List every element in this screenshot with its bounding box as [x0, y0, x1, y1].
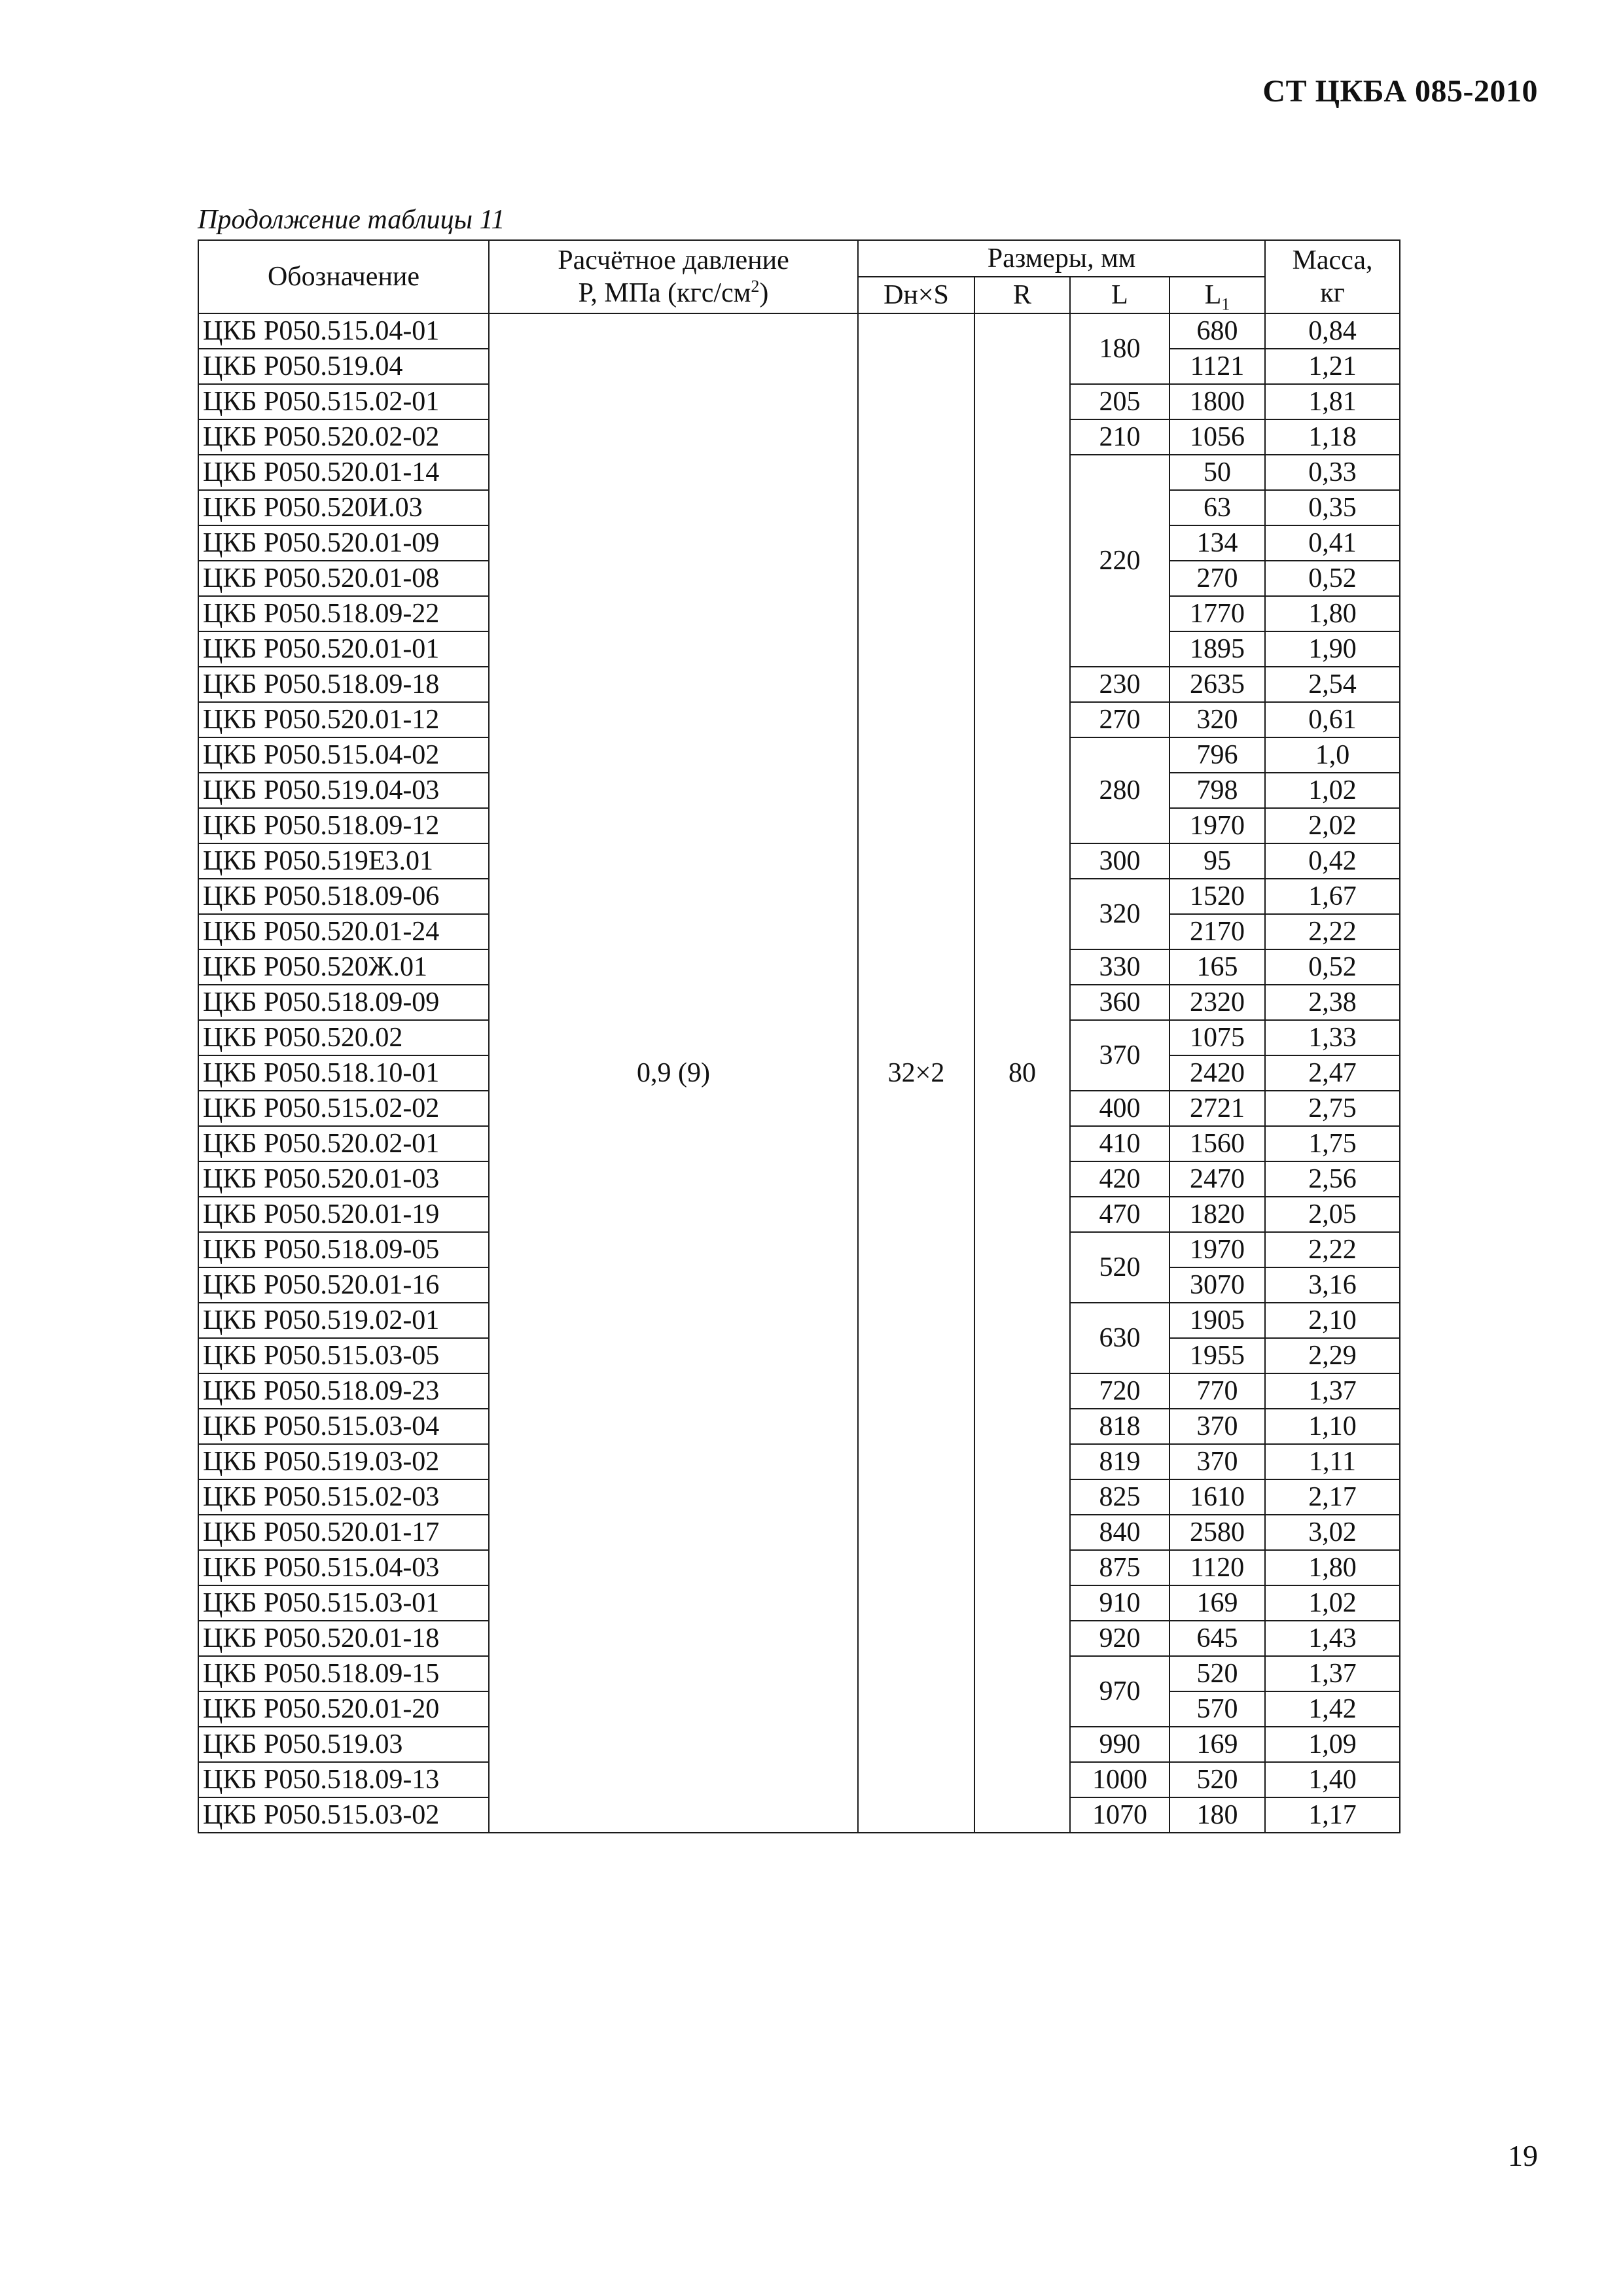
- l1-cell: 1610: [1169, 1479, 1265, 1515]
- designation-cell: ЦКБ Р050.520.02-01: [198, 1126, 489, 1161]
- l1-cell: 520: [1169, 1762, 1265, 1797]
- designation-cell: ЦКБ Р050.520.01-14: [198, 455, 489, 490]
- mass-cell: 2,29: [1265, 1338, 1400, 1373]
- l-cell: 875: [1070, 1550, 1169, 1585]
- designation-cell: ЦКБ Р050.518.09-09: [198, 985, 489, 1020]
- designation-cell: ЦКБ Р050.515.04-02: [198, 737, 489, 773]
- l-cell: 825: [1070, 1479, 1169, 1515]
- l1-cell: 645: [1169, 1621, 1265, 1656]
- l1-cell: 165: [1169, 949, 1265, 985]
- mass-cell: 0,42: [1265, 843, 1400, 879]
- l1-cell: 63: [1169, 490, 1265, 525]
- mass-cell: 1,75: [1265, 1126, 1400, 1161]
- mass-cell: 1,37: [1265, 1656, 1400, 1691]
- header-r: R: [974, 277, 1070, 313]
- mass-cell: 2,22: [1265, 914, 1400, 949]
- designation-cell: ЦКБ Р050.515.02-02: [198, 1091, 489, 1126]
- designation-cell: ЦКБ Р050.520И.03: [198, 490, 489, 525]
- table-row: [198, 313, 1400, 349]
- l-cell: 1070: [1070, 1797, 1169, 1833]
- dn-s-cell: 32×2: [858, 313, 974, 1833]
- l1-cell: 520: [1169, 1656, 1265, 1691]
- r-cell: 80: [974, 313, 1070, 1833]
- l-cell: 1000: [1070, 1762, 1169, 1797]
- designation-cell: ЦКБ Р050.519.03-02: [198, 1444, 489, 1479]
- mass-cell: 3,02: [1265, 1515, 1400, 1550]
- l1-cell: 570: [1169, 1691, 1265, 1727]
- l1-cell: 370: [1169, 1444, 1265, 1479]
- l-cell: 330: [1070, 949, 1169, 985]
- pressure-cell: 0,9 (9): [489, 313, 858, 1833]
- designation-cell: ЦКБ Р050.520.02-02: [198, 419, 489, 455]
- l-cell: 370: [1070, 1020, 1169, 1091]
- mass-cell: 1,90: [1265, 631, 1400, 667]
- l-cell: 840: [1070, 1515, 1169, 1550]
- l-cell: 819: [1070, 1444, 1169, 1479]
- l1-cell: 1056: [1169, 419, 1265, 455]
- mass-cell: 1,80: [1265, 596, 1400, 631]
- designation-cell: ЦКБ Р050.518.09-23: [198, 1373, 489, 1409]
- l1-cell: 1905: [1169, 1303, 1265, 1338]
- l-cell: 990: [1070, 1727, 1169, 1762]
- mass-cell: 1,42: [1265, 1691, 1400, 1727]
- designation-cell: ЦКБ Р050.518.09-12: [198, 808, 489, 843]
- l-cell: 270: [1070, 702, 1169, 737]
- l1-cell: 1120: [1169, 1550, 1265, 1585]
- designation-cell: ЦКБ Р050.515.04-03: [198, 1550, 489, 1585]
- header-pressure-line2: P, МПа $(кгс/см^2)$: [578, 277, 769, 308]
- l1-cell: 169: [1169, 1585, 1265, 1621]
- l1-cell: 1800: [1169, 384, 1265, 419]
- l-cell: 230: [1070, 667, 1169, 702]
- mass-cell: 2,05: [1265, 1197, 1400, 1232]
- document-code: СТ ЦКБА 085-2010: [1262, 74, 1538, 109]
- l-cell: 910: [1070, 1585, 1169, 1621]
- mass-cell: 1,17: [1265, 1797, 1400, 1833]
- mass-cell: 1,10: [1265, 1409, 1400, 1444]
- mass-cell: 0,33: [1265, 455, 1400, 490]
- l-cell: 410: [1070, 1126, 1169, 1161]
- mass-cell: 1,33: [1265, 1020, 1400, 1055]
- mass-cell: 1,0: [1265, 737, 1400, 773]
- designation-cell: ЦКБ Р050.515.03-02: [198, 1797, 489, 1833]
- header-mass: Масса, кг: [1265, 240, 1400, 313]
- mass-cell: 0,35: [1265, 490, 1400, 525]
- mass-cell: 2,75: [1265, 1091, 1400, 1126]
- mass-cell: 0,41: [1265, 525, 1400, 561]
- l-cell: 630: [1070, 1303, 1169, 1373]
- l1-cell: 270: [1169, 561, 1265, 596]
- mass-cell: 1,80: [1265, 1550, 1400, 1585]
- mass-cell: 1,40: [1265, 1762, 1400, 1797]
- l-cell: 420: [1070, 1161, 1169, 1197]
- mass-cell: 1,21: [1265, 349, 1400, 384]
- l1-cell: 95: [1169, 843, 1265, 879]
- l1-cell: 1520: [1169, 879, 1265, 914]
- l1-cell: 169: [1169, 1727, 1265, 1762]
- l1-cell: 2170: [1169, 914, 1265, 949]
- l1-cell: 3070: [1169, 1267, 1265, 1303]
- designation-cell: ЦКБ Р050.520.01-20: [198, 1691, 489, 1727]
- mass-cell: 1,43: [1265, 1621, 1400, 1656]
- designation-cell: ЦКБ Р050.520.01-08: [198, 561, 489, 596]
- designation-cell: ЦКБ Р050.519.02-01: [198, 1303, 489, 1338]
- l1-cell: 50: [1169, 455, 1265, 490]
- l1-cell: 1955: [1169, 1338, 1265, 1373]
- l-cell: 400: [1070, 1091, 1169, 1126]
- l-cell: 280: [1070, 737, 1169, 843]
- table-caption: Продолжение таблицы 11: [198, 205, 505, 235]
- mass-cell: 1,09: [1265, 1727, 1400, 1762]
- mass-cell: 0,84: [1265, 313, 1400, 349]
- designation-cell: ЦКБ Р050.515.03-05: [198, 1338, 489, 1373]
- designation-cell: ЦКБ Р050.518.10-01: [198, 1055, 489, 1091]
- mass-cell: 2,54: [1265, 667, 1400, 702]
- l1-cell: 134: [1169, 525, 1265, 561]
- header-pressure-line1: Расчётное давление: [558, 245, 789, 275]
- mass-cell: 1,81: [1265, 384, 1400, 419]
- mass-cell: 0,52: [1265, 561, 1400, 596]
- l1-cell: 1075: [1169, 1020, 1265, 1055]
- header-dimensions: Размеры, мм: [858, 240, 1265, 277]
- table-body: [198, 313, 1400, 1833]
- designation-cell: ЦКБ Р050.515.03-01: [198, 1585, 489, 1621]
- l1-cell: 1970: [1169, 808, 1265, 843]
- l-cell: 205: [1070, 384, 1169, 419]
- mass-cell: 1,67: [1265, 879, 1400, 914]
- l-cell: 180: [1070, 313, 1169, 384]
- mass-cell: 2,02: [1265, 808, 1400, 843]
- designation-cell: ЦКБ Р050.520.01-09: [198, 525, 489, 561]
- l-cell: 360: [1070, 985, 1169, 1020]
- designation-cell: ЦКБ Р050.518.09-22: [198, 596, 489, 631]
- l1-cell: 1970: [1169, 1232, 1265, 1267]
- header-dn-s: Dн×S: [858, 277, 974, 313]
- mass-cell: 2,56: [1265, 1161, 1400, 1197]
- designation-cell: ЦКБ Р050.520.01-19: [198, 1197, 489, 1232]
- l1-cell: 2320: [1169, 985, 1265, 1020]
- l1-cell: 2470: [1169, 1161, 1265, 1197]
- designation-cell: ЦКБ Р050.520.01-17: [198, 1515, 489, 1550]
- l-cell: 470: [1070, 1197, 1169, 1232]
- l1-cell: 2580: [1169, 1515, 1265, 1550]
- page-number: 19: [1508, 2139, 1538, 2172]
- l1-cell: 680: [1169, 313, 1265, 349]
- designation-cell: ЦКБ Р050.520.01-16: [198, 1267, 489, 1303]
- l-cell: 320: [1070, 879, 1169, 949]
- designation-cell: ЦКБ Р050.518.09-15: [198, 1656, 489, 1691]
- designation-cell: ЦКБ Р050.520.02: [198, 1020, 489, 1055]
- designation-cell: ЦКБ Р050.519.03: [198, 1727, 489, 1762]
- designation-cell: ЦКБ Р050.519.04-03: [198, 773, 489, 808]
- l1-cell: 2420: [1169, 1055, 1265, 1091]
- designation-cell: ЦКБ Р050.518.09-05: [198, 1232, 489, 1267]
- header-pressure: [489, 240, 858, 313]
- designation-cell: ЦКБ Р050.520.01-18: [198, 1621, 489, 1656]
- mass-cell: 1,37: [1265, 1373, 1400, 1409]
- l-cell: 818: [1070, 1409, 1169, 1444]
- l1-cell: 320: [1169, 702, 1265, 737]
- l1-cell: 1121: [1169, 349, 1265, 384]
- l1-cell: 1770: [1169, 596, 1265, 631]
- l-cell: 920: [1070, 1621, 1169, 1656]
- mass-cell: 3,16: [1265, 1267, 1400, 1303]
- l-cell: 210: [1070, 419, 1169, 455]
- designation-cell: ЦКБ Р050.519Е3.01: [198, 843, 489, 879]
- header-designation: Обозначение: [198, 240, 489, 313]
- l1-cell: 2721: [1169, 1091, 1265, 1126]
- l1-cell: 370: [1169, 1409, 1265, 1444]
- l1-cell: 1820: [1169, 1197, 1265, 1232]
- designation-cell: ЦКБ Р050.520.01-03: [198, 1161, 489, 1197]
- l1-cell: 770: [1169, 1373, 1265, 1409]
- designation-cell: ЦКБ Р050.518.09-06: [198, 879, 489, 914]
- l-cell: 300: [1070, 843, 1169, 879]
- designation-cell: ЦКБ Р050.518.09-13: [198, 1762, 489, 1797]
- mass-cell: 2,47: [1265, 1055, 1400, 1091]
- designation-cell: ЦКБ Р050.520.01-01: [198, 631, 489, 667]
- mass-cell: 1,02: [1265, 1585, 1400, 1621]
- designation-cell: ЦКБ Р050.520.01-12: [198, 702, 489, 737]
- mass-cell: 2,22: [1265, 1232, 1400, 1267]
- l1-cell: 798: [1169, 773, 1265, 808]
- pipe-dimensions-table: [198, 239, 1400, 1833]
- mass-cell: 1,02: [1265, 773, 1400, 808]
- designation-cell: ЦКБ Р050.515.03-04: [198, 1409, 489, 1444]
- l1-cell: 1560: [1169, 1126, 1265, 1161]
- l-cell: 720: [1070, 1373, 1169, 1409]
- mass-cell: 2,38: [1265, 985, 1400, 1020]
- l1-cell: 796: [1169, 737, 1265, 773]
- header-l1: $L_1$: [1169, 277, 1265, 313]
- l1-cell: 1895: [1169, 631, 1265, 667]
- designation-cell: ЦКБ Р050.519.04: [198, 349, 489, 384]
- designation-cell: ЦКБ Р050.515.02-03: [198, 1479, 489, 1515]
- header-l: L: [1070, 277, 1169, 313]
- designation-cell: ЦКБ Р050.515.04-01: [198, 313, 489, 349]
- designation-cell: ЦКБ Р050.518.09-18: [198, 667, 489, 702]
- mass-cell: 1,11: [1265, 1444, 1400, 1479]
- mass-cell: 0,61: [1265, 702, 1400, 737]
- mass-cell: 1,18: [1265, 419, 1400, 455]
- l-cell: 970: [1070, 1656, 1169, 1727]
- l1-cell: 2635: [1169, 667, 1265, 702]
- designation-cell: ЦКБ Р050.515.02-01: [198, 384, 489, 419]
- designation-cell: ЦКБ Р050.520.01-24: [198, 914, 489, 949]
- mass-cell: 2,10: [1265, 1303, 1400, 1338]
- designation-cell: ЦКБ Р050.520Ж.01: [198, 949, 489, 985]
- mass-cell: 2,17: [1265, 1479, 1400, 1515]
- mass-cell: 0,52: [1265, 949, 1400, 985]
- l-cell: 520: [1070, 1232, 1169, 1303]
- l-cell: 220: [1070, 455, 1169, 667]
- l1-cell: 180: [1169, 1797, 1265, 1833]
